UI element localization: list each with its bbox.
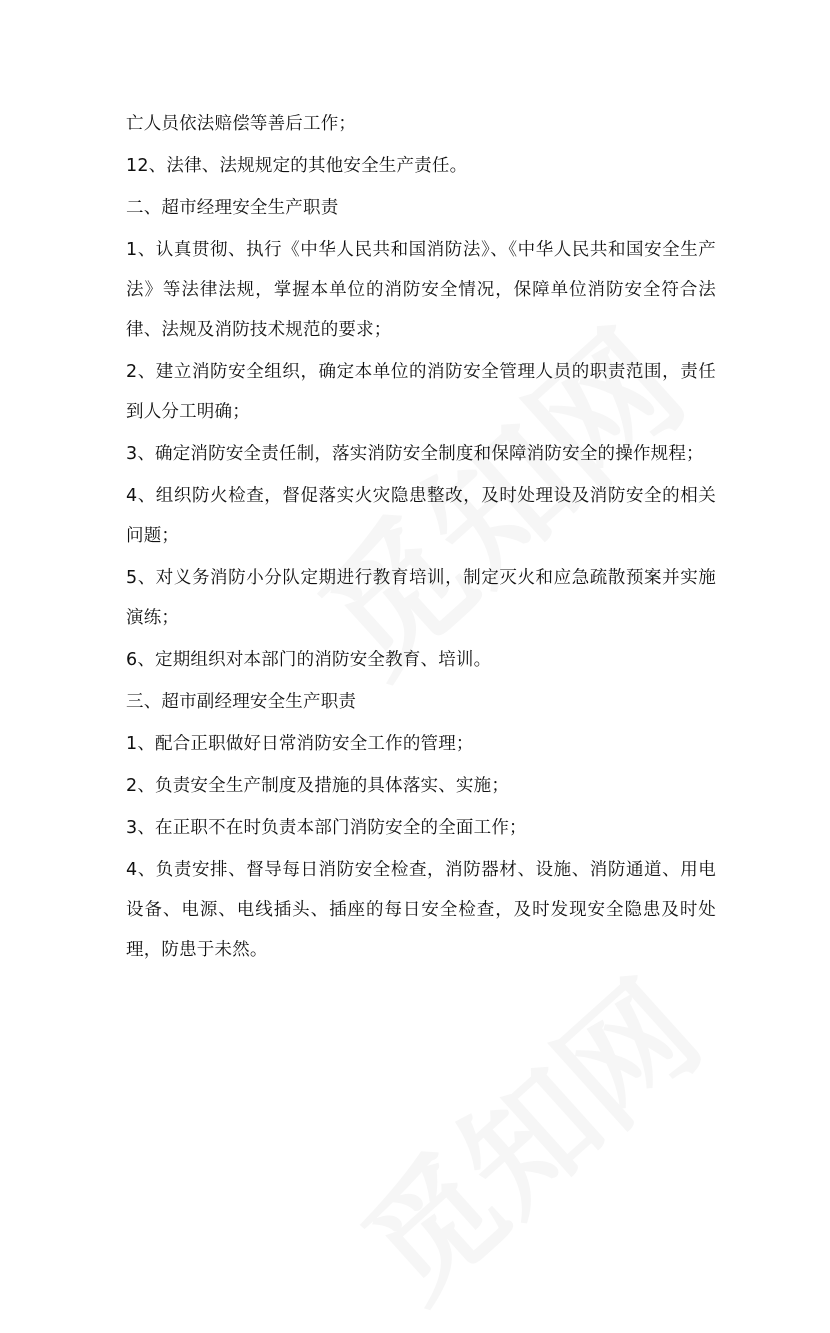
paragraph-deputy-item-2: 2、负责安全生产制度及措施的具体落实、实施； <box>126 776 510 796</box>
paragraph-deputy-item-3: 3、在正职不在时负责本部门消防安全的全面工作； <box>126 818 527 838</box>
paragraph-manager-item-1: 1、认真贯彻、执行《中华人民共和国消防法》、《中华人民共和国安全生产法》等法律法规，掌握本单位的消防安全情况，保障单位消防安全符合法律、法规及消防技术规范的要求； <box>126 240 716 340</box>
paragraph-continuation: 亡人员依法赔偿等善后工作； <box>126 114 357 134</box>
section-heading-deputy-manager: 三、超市副经理安全生产职责 <box>126 692 357 712</box>
paragraph-manager-item-5: 5、对义务消防小分队定期进行教育培训，制定灭火和应急疏散预案并实施演练； <box>126 568 716 628</box>
paragraph-manager-item-3: 3、确定消防安全责任制，落实消防安全制度和保障消防安全的操作规程； <box>126 444 704 464</box>
watermark <box>318 934 733 1333</box>
document-body <box>126 104 716 972</box>
paragraph-item-12: 12、法律、法规规定的其他安全生产责任。 <box>126 156 468 176</box>
paragraph-manager-item-4: 4、组织防火检查，督促落实火灾隐患整改，及时处理设及消防安全的相关问题； <box>126 486 716 546</box>
paragraph-deputy-item-4: 4、负责安排、督导每日消防安全检查，消防器材、设施、消防通道、用电设备、电源、电线插头、插座的每日安全检查，及时发现安全隐患及时处理，防患于未然。 <box>126 860 716 960</box>
paragraph-deputy-item-1: 1、配合正职做好日常消防安全工作的管理； <box>126 734 474 754</box>
paragraph-manager-item-6: 6、定期组织对本部门的消防安全教育、培训。 <box>126 650 492 670</box>
paragraph-manager-item-2: 2、建立消防安全组织，确定本单位的消防安全管理人员的职责范围，责任到人分工明确； <box>126 362 716 422</box>
section-heading-manager: 二、超市经理安全生产职责 <box>126 198 339 218</box>
